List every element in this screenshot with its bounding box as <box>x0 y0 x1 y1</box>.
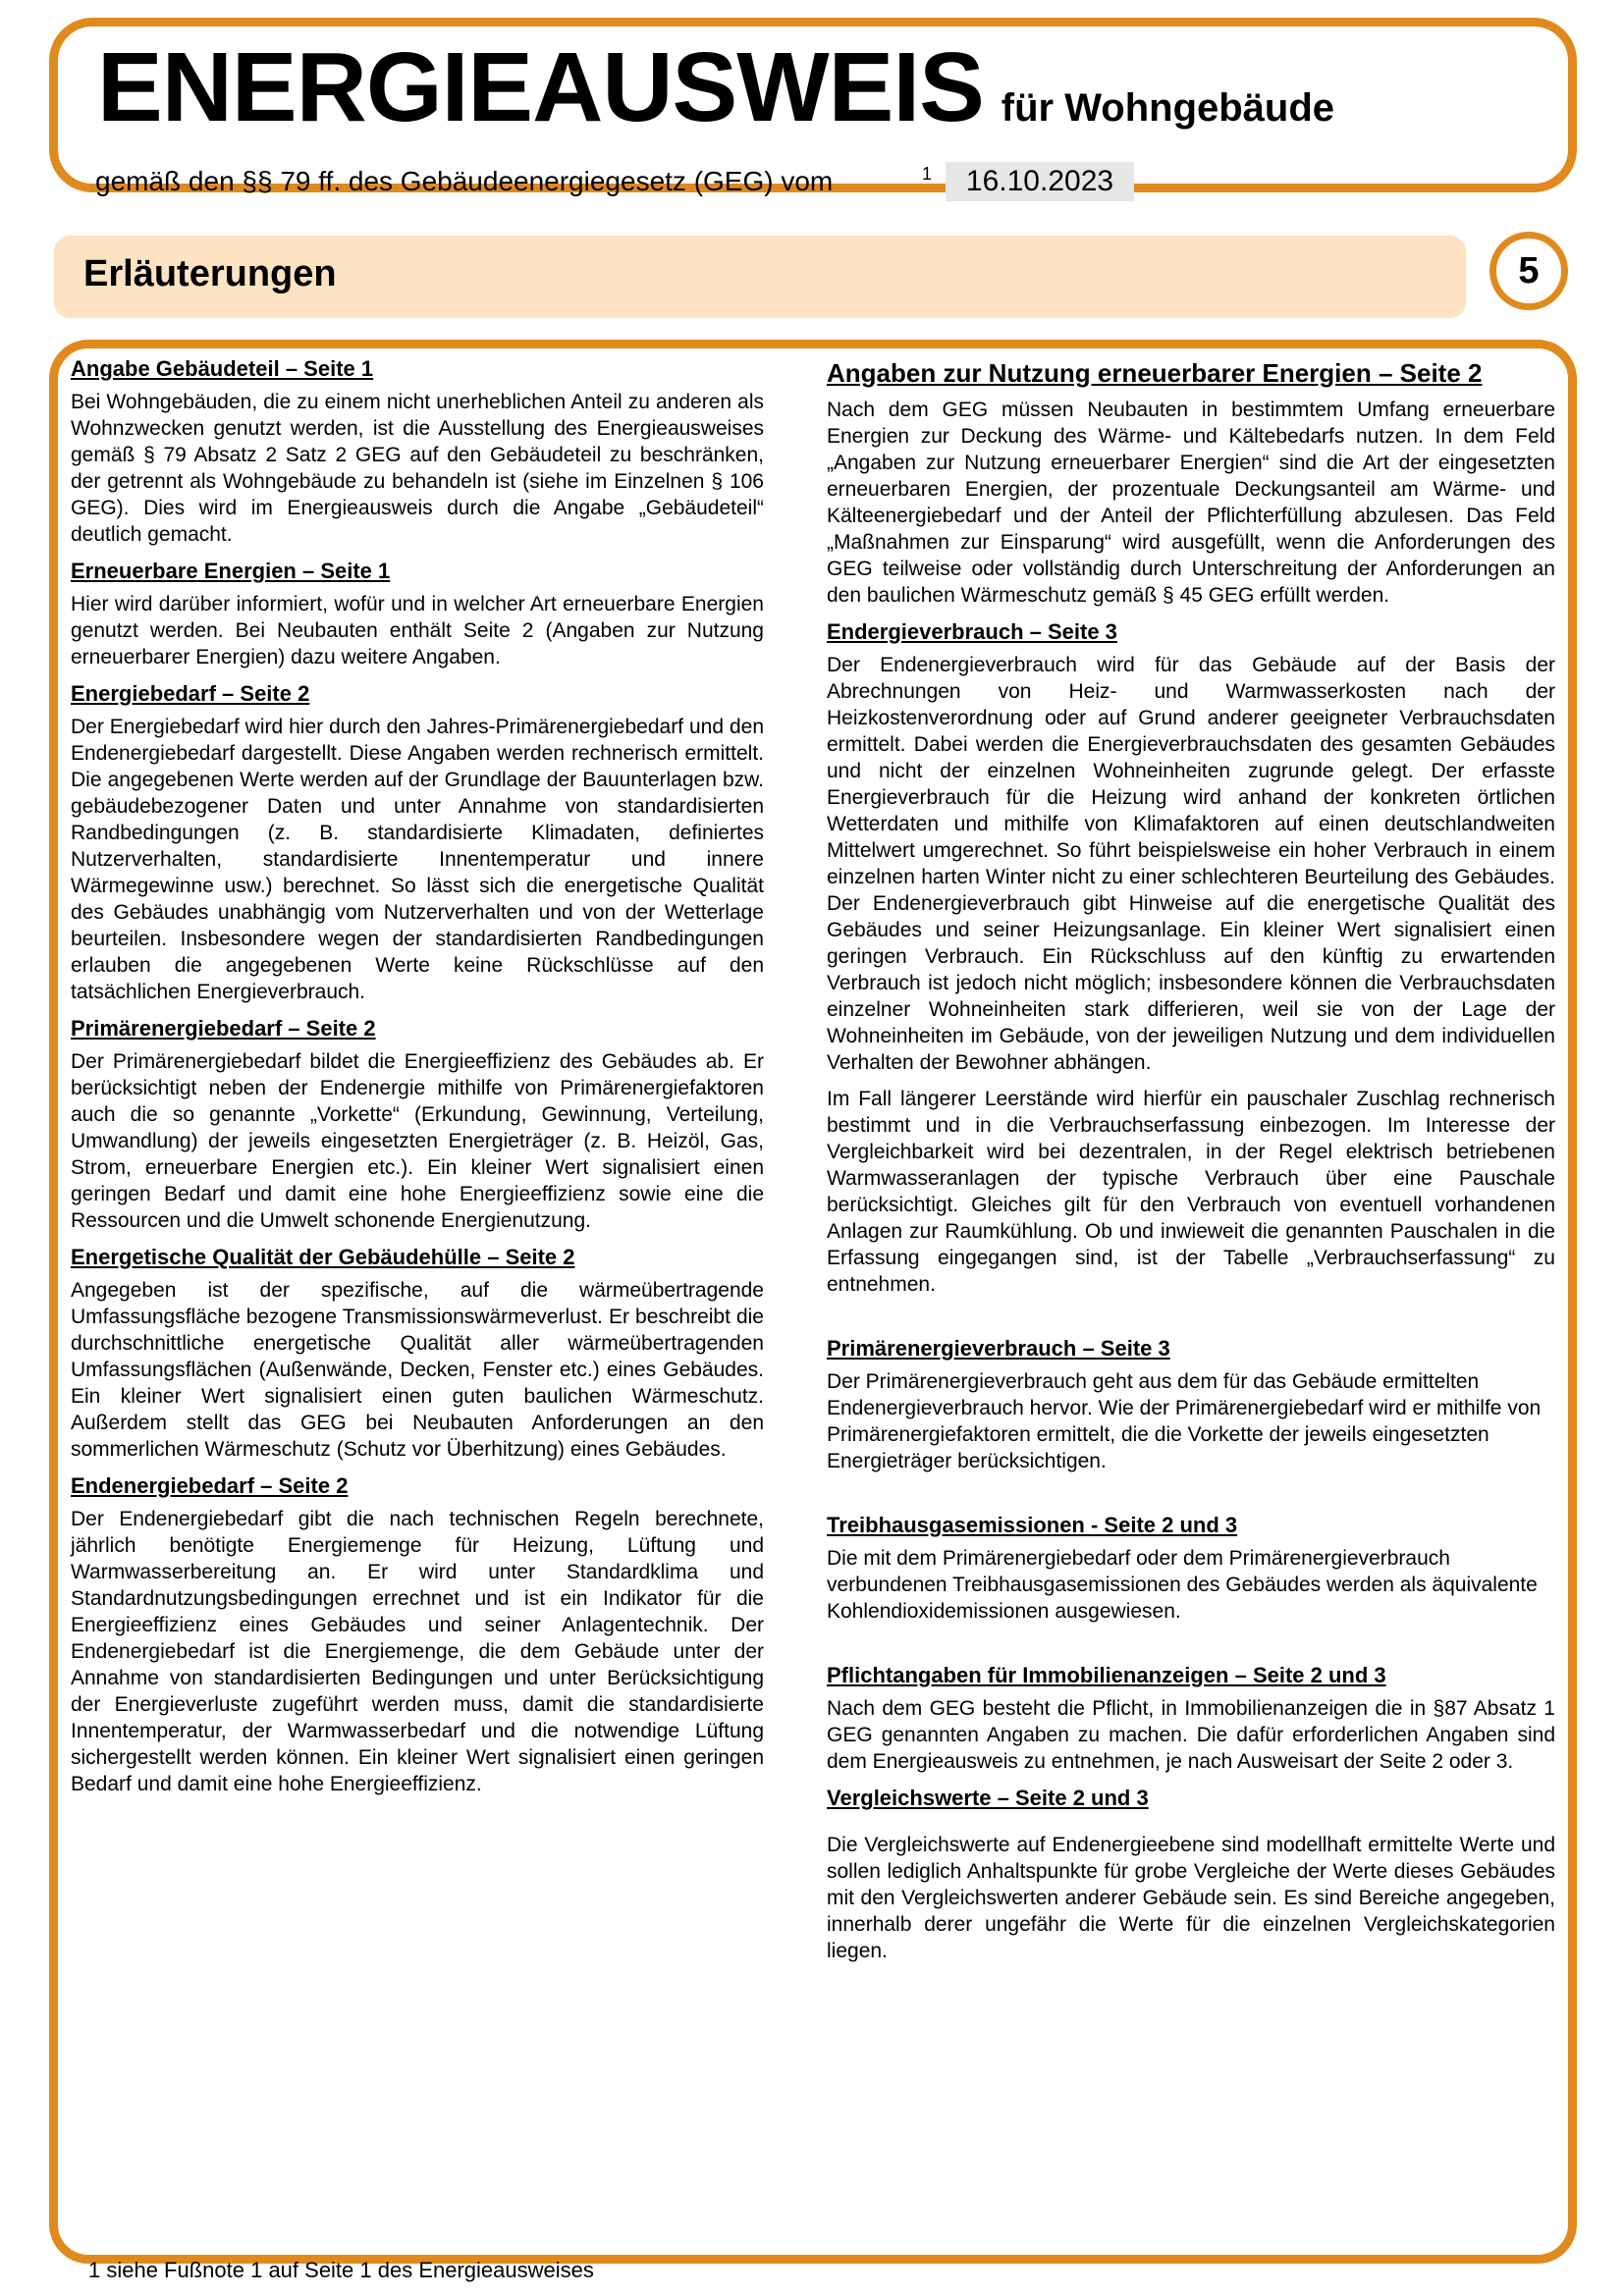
heading-gebaeudeteil: Angabe Gebäudeteil – Seite 1 <box>71 356 374 381</box>
text-treibhausgasemissionen: Die mit dem Primärenergiebedarf oder dem Primärenergieverbrauch verbundenen Treibhausgasemissionen des Gebäudes werden als äquivalente Kohlendioxidemissionen ausgewiesen. <box>827 1547 1538 1623</box>
spacer <box>827 1308 1555 1335</box>
heading-primaerenergiebedarf: Primärenergiebedarf – Seite 2 <box>71 1016 376 1041</box>
heading-vergleichswerte: Vergleichswerte – Seite 2 und 3 <box>827 1786 1149 1810</box>
page-footnote: 1 siehe Fußnote 1 auf Seite 1 des Energieausweises <box>88 2258 594 2282</box>
heading-erneuerbare-energien: Erneuerbare Energien – Seite 1 <box>71 559 391 583</box>
header-box <box>49 18 1577 197</box>
right-column <box>827 355 1555 1974</box>
title-sub: für Wohngebäude <box>1001 86 1335 130</box>
text-pflichtangaben: Nach dem GEG besteht die Pflicht, in Immobilienanzeigen die in §87 Absatz 1 GEG genannten Angaben zu machen. Die dafür erforderlichen Angaben sind dem Energieausweis zu entnehmen, je nach Ausweisart der Seite 2 oder 3. <box>827 1697 1555 1773</box>
heading-primaerenergieverbrauch: Primärenergieverbrauch – Seite 3 <box>827 1336 1170 1361</box>
heading-nutzung-erneuerbarer-energien: Angaben zur Nutzung erneuerbarer Energien – Seite 2 <box>827 358 1483 388</box>
text-endenergiebedarf: Der Endenergiebedarf gibt die nach technischen Regeln berechnete, jährlich benötigte Energiemenge für Heizung, Lüftung und Warmwasserbereitung an. Er wird unter Standardklima und Standardnutzungsbedingungen errechnet und ist ein Indikator für die Energieeffizienz eines Gebäudes und seiner Anlagentechnik. Der Endenergiebedarf ist die Energiemenge, die dem Gebäude unter der Annahme von standardisierten Bedingungen und unter Berücksichtigung der Energieverluste zugeführt werden muss, damit die standardisierte Innentemperatur, der Warmwasserbedarf und die notwendige Lüftung sichergestellt werden können. Ein kleiner Wert signalisiert einen geringen Bedarf und damit eine hohe Energieeffizienz. <box>71 1508 764 1795</box>
text-gebaeudeteil: Bei Wohngebäuden, die zu einem nicht unerheblichen Anteil zu anderen als Wohnzwecken genutzt werden, ist die Ausstellung des Energieausweises gemäß § 79 Absatz 2 Satz 2 GEG auf den Gebäudeteil zu beschränken, der getrennt als Wohngebäude zu behandeln ist (siehe im Einzelnen § 106 GEG). Dies wird im Energieausweis durch die Angabe „Gebäudeteil“ deutlich gemacht. <box>71 391 764 546</box>
issue-date-field: 16.10.2023 <box>946 162 1134 201</box>
heading-treibhausgasemissionen: Treibhausgasemissionen - Seite 2 und 3 <box>827 1513 1238 1537</box>
legal-basis-line: gemäß den §§ 79 ff. des Gebäudeenergiegesetz (GEG) vom <box>95 166 834 196</box>
spacer <box>827 1634 1555 1662</box>
heading-endenergiebedarf: Endenergiebedarf – Seite 2 <box>71 1473 349 1498</box>
heading-endenergieverbrauch: Endergieverbrauch – Seite 3 <box>827 619 1117 644</box>
heading-gebaeudehuelle: Energetische Qualität der Gebäudehülle – Seite 2 <box>71 1245 575 1269</box>
text-erneuerbare-energien: Hier wird darüber informiert, wofür und in welcher Art erneuerbare Energien genutzt werden. Bei Neubauten enthält Seite 2 (Angaben zur Nutzung erneuerbarer Energien) dazu weitere Angaben. <box>71 593 764 668</box>
text-gebaeudehuelle: Angegeben ist der spezifische, auf die wärmeübertragende Umfassungsfläche bezogene Transmissionswärmeverlust. Er beschreibt die durchschnittliche energetische Qualität aller wärmeübertragenden Umfassungsflächen (Außenwände, Decken, Fenster etc.) eines Gebäudes. Ein kleiner Wert signalisiert einen guten baulichen Wärmeschutz. Außerdem stellt das GEG bei Neubauten Anforderungen an den sommerlichen Wärmeschutz (Schutz vor Überhitzung) eines Gebäudes. <box>71 1279 764 1461</box>
document-title <box>97 32 1335 142</box>
text-nutzung-erneuerbarer-energien: Nach dem GEG müssen Neubauten in bestimmtem Umfang erneuerbare Energien zur Deckung des Wärme- und Kältebedarfs nutzen. In dem Feld „Angaben zur Nutzung erneuerbarer Energien“ sind die Art der eingesetzten erneuerbaren Energien, der prozentuale Deckungsanteil am Wärme- und Kälteenergiebedarf und der Anteil der Pflichterfüllung abzulesen. Das Feld „Maßnahmen zur Einsparung“ wird ausgefüllt, wenn die Anforderungen des GEG teilweise oder vollständig durch Unterschreitung der Anforderungen an den baulichen Wärmeschutz gemäß § 45 GEG erfüllt werden. <box>827 399 1555 607</box>
spacer <box>827 1484 1555 1512</box>
text-primaerenergieverbrauch: Der Primärenergieverbrauch geht aus dem für das Gebäude ermittelten Endenergieverbrauch hervor. Wie der Primärenergiebedarf wird er mithilfe von Primärenergiefaktoren ermittelt, die die Vorkette der jeweils eingesetzten Energieträger berücksichtigen. <box>827 1370 1542 1472</box>
text-vergleichswerte: Die Vergleichswerte auf Endenergieebene sind modellhaft ermittelte Werte und sollen lediglich Anhaltspunkte für grobe Vergleiche der Werte dieses Gebäudes mit den Vergleichswerten anderer Gebäude sein. Es sind Bereiche angegeben, innerhalb derer ungefähr die Werte für die einzelnen Vergleichskategorien liegen. <box>827 1834 1555 1962</box>
spacer <box>827 1818 1555 1832</box>
section-title: Erläuterungen <box>83 253 337 294</box>
title-main: ENERGIEAUSWEIS <box>97 32 984 142</box>
left-column <box>71 355 764 1807</box>
footnote-marker: 1 <box>922 164 933 184</box>
text-leerstaende: Im Fall längerer Leerstände wird hierfür ein pauschaler Zuschlag rechnerisch bestimmt und in die Verbrauchserfassung einbezogen. Im Interesse der Vergleichbarkeit wird bei dezentralen, in der Regel elektrisch betriebenen Warmwasseranlagen der typische Verbrauch über eine Pauschale berücksichtigt. Gleiches gilt für den Verbrauch von eventuell vorhandenen Anlagen zur Raumkühlung. Ob und inwieweit die genannten Pauschalen in die Erfassung eingegangen sind, ist der Tabelle „Verbrauchserfassung“ zu entnehmen. <box>827 1088 1555 1296</box>
text-energiebedarf: Der Energiebedarf wird hier durch den Jahres-Primärenergiebedarf und den Endenergiebedarf dargestellt. Diese Angaben werden rechnerisch ermittelt. Die angegebenen Werte werden auf der Grundlage der Bauunterlagen bzw. gebäudebezogener Daten und unter Annahme von standardisierten Randbedingungen (z. B. standardisierte Klimadaten, definiertes Nutzerverhalten, standardisierte Innentemperatur und innere Wärmegewinne usw.) berechnet. So lässt sich die energetische Qualität des Gebäudes unabhängig vom Nutzerverhalten und von der Wetterlage beurteilen. Insbesondere wegen der standardisierten Randbedingungen erlauben die angegebenen Werte keine Rückschlüsse auf den tatsächlichen Energieverbrauch. <box>71 716 764 1003</box>
page-number-badge: 5 <box>1489 232 1568 310</box>
text-primaerenergiebedarf: Der Primärenergiebedarf bildet die Energieeffizienz des Gebäudes ab. Er berücksichtigt neben der Endenergie mithilfe von Primärenergiefaktoren auch die so genannte „Vorkette“ (Erkundung, Gewinnung, Verteilung, Umwandlung) der jeweils eingesetzten Energieträger (z. B. Heizöl, Gas, Strom, erneuerbare Energien etc.). Ein kleiner Wert signalisiert einen geringen Bedarf und damit eine hohe Energieeffizienz sowie eine die Ressourcen und die Umwelt schonende Energienutzung. <box>71 1050 764 1232</box>
heading-energiebedarf: Energiebedarf – Seite 2 <box>71 681 310 706</box>
text-endenergieverbrauch: Der Endenergieverbrauch wird für das Gebäude auf der Basis der Abrechnungen von Heiz- und Warmwasserkosten nach der Heizkostenverordnung oder auf Grund anderer geeigneter Verbrauchsdaten ermittelt. Dabei werden die Energieverbrauchsdaten des gesamten Gebäudes und nicht der einzelnen Wohneinheiten zugrunde gelegt. Der erfasste Energieverbrauch für die Heizung wird anhand der konkreten örtlichen Wetterdaten und mithilfe von Klimafaktoren auf einen deutschlandweiten Mittelwert umgerechnet. So führt beispielsweise ein hoher Verbrauch in einem einzelnen harten Winter nicht zu einer schlechteren Beurteilung des Gebäudes. Der Endenergieverbrauch gibt Hinweise auf die energetische Qualität des Gebäudes und seiner Heizungsanlage. Ein kleiner Wert signalisiert einen geringen Verbrauch. Ein Rückschluss auf den künftig zu erwartenden Verbrauch ist jedoch nicht möglich; insbesondere können die Verbrauchsdaten einzelner Wohneinheiten stark differieren, weil sie von der Lage der Wohneinheiten im Gebäude, von der jeweiligen Nutzung und dem individuellen Verhalten der Bewohner abhängen. <box>827 654 1555 1074</box>
heading-pflichtangaben: Pflichtangaben für Immobilienanzeigen – Seite 2 und 3 <box>827 1663 1386 1687</box>
section-header-bar <box>54 236 1466 318</box>
